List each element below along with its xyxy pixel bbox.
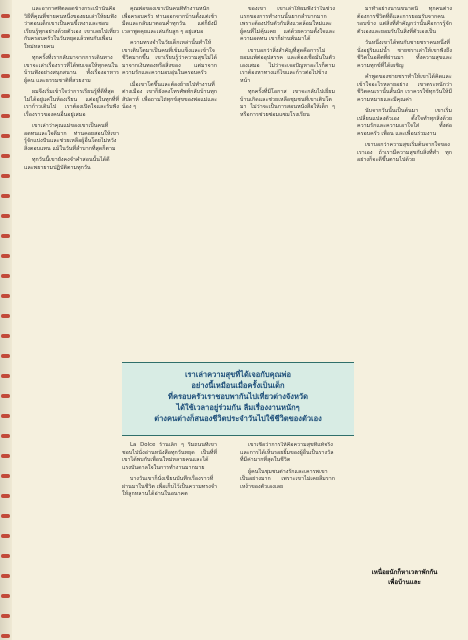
highlight-callout (357, 568, 452, 598)
binding-ring (1, 274, 10, 278)
binding-ring (1, 414, 10, 418)
binding-ring (1, 454, 10, 458)
binding-ring (1, 254, 10, 258)
binding-ring (1, 574, 10, 578)
binding-ring (1, 394, 10, 398)
paragraph: คำพูดของชายชราทำให้เขาได้คิดและเข้าใจอะไรหลายอย่าง เขาตระหนักว่าชีวิตคนเรานั้นสั้นนัก เราควรใช้ทุกวันให้มีความหมายและมีคุณค่า (357, 74, 452, 103)
binding-ring (1, 74, 10, 78)
binding-ring (1, 334, 10, 338)
binding-ring (1, 354, 10, 358)
text-column-2-bottom (122, 442, 217, 634)
paragraph: บางวันเขาก็นั่งเขียนบันทึกเรื่องราวที่ผ่านมาในชีวิต เพื่อเก็บไว้เป็นความทรงจำให้ลูกหลานได้อ่านในอนาคต (122, 476, 217, 497)
paragraph: เขาบอกว่าความสุขเริ่มต้นจากใจของเราเอง ถ้าเรามีความสุขกับสิ่งที่ทำ ทุกอย่างก็จะดีขึ้นตามไปด้วย (357, 142, 452, 163)
binding-ring (1, 314, 10, 318)
binding-ring (1, 174, 10, 178)
pull-quote-line: ได้ใช้เวลาอยู่ร่วมกัน ลืมเรื่องงานหนักๆ (176, 403, 300, 412)
binding-ring (1, 134, 10, 138)
text-column-2-top (122, 6, 217, 358)
binding-ring (1, 514, 10, 518)
binding-ring (1, 194, 10, 198)
paragraph: เขาเล่าว่าคุณแม่ของเขาเป็นคนที่อดทนและใจดีมาก ท่านคอยสอนให้เขารู้จักแบ่งปันและช่วยเหลือผู้อื่นโดยไม่หวังสิ่งตอบแทน แม้ในวันที่ลำบากที่สุดก็ตาม (24, 123, 119, 152)
text-column-3-top (240, 6, 335, 358)
paragraph: ทุกครั้งที่มีโอกาส เขาจะกลับไปเยี่ยมบ้านเกิดและช่วยเหลือชุมชนที่เขาเติบโตมา ไม่ว่าจะเป็นการสอนหนังสือให้เด็ก ๆ หรือการช่วยซ่อมแซมโรงเรียน (240, 89, 335, 118)
binding-ring (1, 214, 10, 218)
pull-quote-line: ต่างคนต่างก็สนองชีวิตประจำวันไปใช้ชีวิตของตัวเอง (154, 414, 322, 423)
paragraph: คุณพ่อของเขาเป็นคนที่ทำงานหนักเพื่อครอบครัว ท่านออกจากบ้านตั้งแต่เช้ามืดและกลับมาตอนค่ำทุกวัน แต่ก็ยังมีเวลาพูดคุยและเล่นกับลูก ๆ อยู่เสมอ (122, 6, 217, 35)
paragraph: เขาเชื่อว่าการให้คือความสุขที่แท้จริง และการได้เห็นรอยยิ้มของผู้อื่นเป็นรางวัลที่มีค่ามากที่สุดในชีวิต (240, 442, 334, 463)
binding-ring (1, 554, 10, 558)
pull-quote-line: เราเล่าความสุขที่ได้เจอกับคุณพ่อ (184, 370, 292, 379)
paragraph: ของเขา เขาเล่าให้ผมฟังว่าในช่วงแรกของการทำงานนั้นยากลำบากมาก เพราะต้องปรับตัวกับสิ่งแวดล้อมใหม่และผู้คนที่ไม่คุ้นเคย แต่ด้วยความตั้งใจและความอดทน เขาก็ผ่านพ้นมาได้ (240, 6, 335, 42)
paragraph: มาทำอย่างนานขนาดนี้ ทุกคนต่างต้องการชีวิตที่ดีและการยอมรับจากคนรอบข้าง แต่สิ่งที่สำคัญกว่านั้นคือการรู้จักตัวเองและยอมรับในสิ่งที่ตัวเองเป็น (357, 6, 452, 35)
text-column-4 (357, 6, 452, 561)
paragraph: ผมจึงเริ่มเข้าใจว่าการเรียนรู้ที่ดีที่สุดไม่ได้อยู่แค่ในห้องเรียน แต่อยู่ในทุกที่ที่เราก้าวเดินไป เราต้องเปิดใจและรับฟังเรื่องราวของคนอื่นอยู่เสมอ (24, 89, 119, 118)
pull-quote-line: ที่ครอบครัวเราชอบพากันไปเที่ยวต่างจังหวัด (168, 392, 308, 401)
text-column-1 (24, 6, 119, 634)
paragraph: นับจากวันนั้นเป็นต้นมา เขาเริ่มเปลี่ยนแปลงตัวเอง ตั้งใจทำทุกสิ่งด้วยความรักและความเอาใจใส่ ทั้งต่อครอบครัว เพื่อน และเพื่อนร่วมงาน (357, 108, 452, 137)
highlight-line: เหนื่อยนักก็หาเวลาพักกัน (371, 569, 438, 576)
binding-ring (1, 54, 10, 58)
paragraph: ทุกวันนี้เขายังคงจำคำสอนนั้นได้ดีและพยายามปฏิบัติตามทุกวัน (24, 157, 110, 171)
binding-ring (1, 14, 10, 18)
pull-quote (122, 362, 354, 436)
paragraph: วันหนึ่งเขาได้พบกับชายชราคนหนึ่งที่นั่งอยู่ริมแม่น้ำ ชายชราเล่าให้เขาฟังถึงชีวิตในอดีตที่ผ่านมา ทั้งความสุขและความทุกข์ที่ได้เผชิญ (357, 40, 452, 69)
binding-ring (1, 154, 10, 158)
binding-ring (1, 114, 10, 118)
binding-ring (1, 434, 10, 438)
binding-ring (1, 294, 10, 298)
binding-ring (1, 34, 10, 38)
binding-ring (1, 634, 10, 638)
pull-quote-line: อย่างนี้เหมือนเมื่อครั้งเป็นเด็ก (191, 381, 285, 390)
binding-ring (1, 94, 10, 98)
paragraph: La Dolce ร้านเล็ก ๆ ริมถนนที่เขาชอบไปนั่งอ่านหนังสือทุกวันหยุด เป็นที่ที่เขาได้พบกับเพื่อนใหม่หลายคนและได้แรงบันดาลใจในการทำงานมากมาย (122, 442, 217, 471)
highlight-line: เพื่อบ้านและ (388, 579, 421, 586)
text-column-3-bottom (240, 442, 335, 634)
paragraph: ความทรงจำในวัยเด็กเหล่านั้นทำให้เขาเติบโตมาเป็นคนที่เข้มแข็งและเข้าใจชีวิตมากขึ้น เขาเรียนรู้ว่าความสุขไม่ได้มาจากเงินทองหรือสิ่งของ แต่มาจากความรักและความอบอุ่นในครอบครัว (122, 40, 217, 76)
binding-ring (1, 534, 10, 538)
binding-ring (1, 374, 10, 378)
paragraph: เมื่อเขาโตขึ้นและต้องย้ายไปทำงานที่ต่างเมือง เขาก็ยังคงโทรศัพท์กลับบ้านทุกสัปดาห์ เพื่อถามไถ่ทุกข์สุขของพ่อแม่และน้อง ๆ (122, 81, 217, 110)
paragraph: ผู้คนในชุมชนต่างรักและเคารพเขาเป็นอย่างมาก เพราะเขาไม่เคยลืมรากเหง้าของตัวเองเลย (240, 468, 335, 490)
binding-ring (1, 594, 10, 598)
binding-ring (1, 614, 10, 618)
binding-ring (1, 474, 10, 478)
paragraph: ทุกครั้งที่เรากลับมาจากการเดินทาง เขาจะเล่าเรื่องราวที่ได้พบเจอให้ทุกคนในบ้านฟังอย่างสนุกสนาน ทั้งเรื่องอาหาร ผู้คน และธรรมชาติที่สวยงาม (24, 55, 119, 84)
paragraph: เขาบอกว่าสิ่งสำคัญที่สุดคือการไม่ยอมแพ้ต่ออุปสรรค และต้องเชื่อมั่นในตัวเองเสมอ ไม่ว่าจะเจอปัญหาอะไรก็ตาม เราต้องหาทางแก้ไขและก้าวต่อไปข้างหน้า (240, 47, 335, 84)
binding-ring (1, 234, 10, 238)
binding-ring (1, 494, 10, 498)
paragraph: และอากาศที่ตลอดข้างกระเป๋านั้นคือวิธีที่คุณพี่ชายคนหนึ่งของผมเล่าให้ผมฟังว่าตอนเด็กเขาเป็นคนขี้เหงาและชอบเรียนรู้ทุกอย่างด้วยตัวเอง เขาเลยไปเที่ยวกับครอบครัวในวันหยุดแล้วพบกับเพื่อนใหม่หลายคน (24, 6, 119, 50)
